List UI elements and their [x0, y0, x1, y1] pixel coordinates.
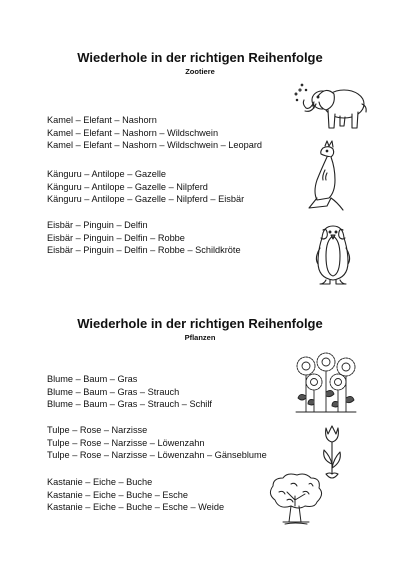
section-1-title: Wiederhole in der richtigen Reihenfolge: [77, 50, 323, 65]
section-2-subtitle: Pflanzen: [184, 333, 216, 342]
word-sequence: Känguru – Antilope – Gazelle: [47, 169, 167, 179]
word-sequence: Blume – Baum – Gras: [47, 374, 138, 384]
word-sequence: Eisbär – Pinguin – Delfin – Robbe – Schildkröte: [47, 245, 241, 255]
word-sequence: Tulpe – Rose – Narzisse: [47, 425, 148, 435]
kangaroo-icon: [305, 140, 345, 212]
word-sequence: Kamel – Elefant – Nashorn – Wildschwein: [47, 127, 219, 138]
flowers-icon: [292, 352, 360, 414]
word-group: [47, 373, 212, 411]
word-sequence: Kastanie – Eiche – Buche – Esche – Weide: [47, 502, 225, 512]
section-1-subtitle: Zootiere: [185, 67, 215, 76]
word-group: [47, 424, 267, 462]
word-sequence: Eisbär – Pinguin – Delfin – Robbe: [47, 232, 185, 243]
word-sequence: Blume – Baum – Gras – Strauch: [47, 386, 180, 397]
word-group: [47, 114, 262, 152]
word-sequence: Kamel – Elefant – Nashorn: [47, 115, 157, 125]
word-sequence: Kastanie – Eiche – Buche – Esche: [47, 489, 188, 500]
word-sequence: Känguru – Antilope – Gazelle – Nilpferd: [47, 181, 208, 192]
word-sequence: Tulpe – Rose – Narzisse – Löwenzahn – Gänseblume: [47, 450, 267, 460]
word-group: [47, 219, 241, 257]
word-sequence: Känguru – Antilope – Gazelle – Nilpferd – Eisbär: [47, 194, 245, 204]
elephant-icon: [292, 80, 370, 134]
word-sequence: Kastanie – Eiche – Buche: [47, 477, 153, 487]
tree-icon: [265, 472, 325, 528]
word-sequence: Kamel – Elefant – Nashorn – Wildschwein – Leopard: [47, 140, 263, 150]
word-sequence: Eisbär – Pinguin – Delfin: [47, 220, 148, 230]
word-sequence: Tulpe – Rose – Narzisse – Löwenzahn: [47, 437, 205, 448]
word-group: [47, 476, 224, 514]
word-sequence: Blume – Baum – Gras – Strauch – Schilf: [47, 399, 212, 409]
penguin-icon: [312, 222, 354, 288]
section-2-title: Wiederhole in der richtigen Reihenfolge: [77, 316, 323, 331]
word-group: [47, 168, 244, 206]
